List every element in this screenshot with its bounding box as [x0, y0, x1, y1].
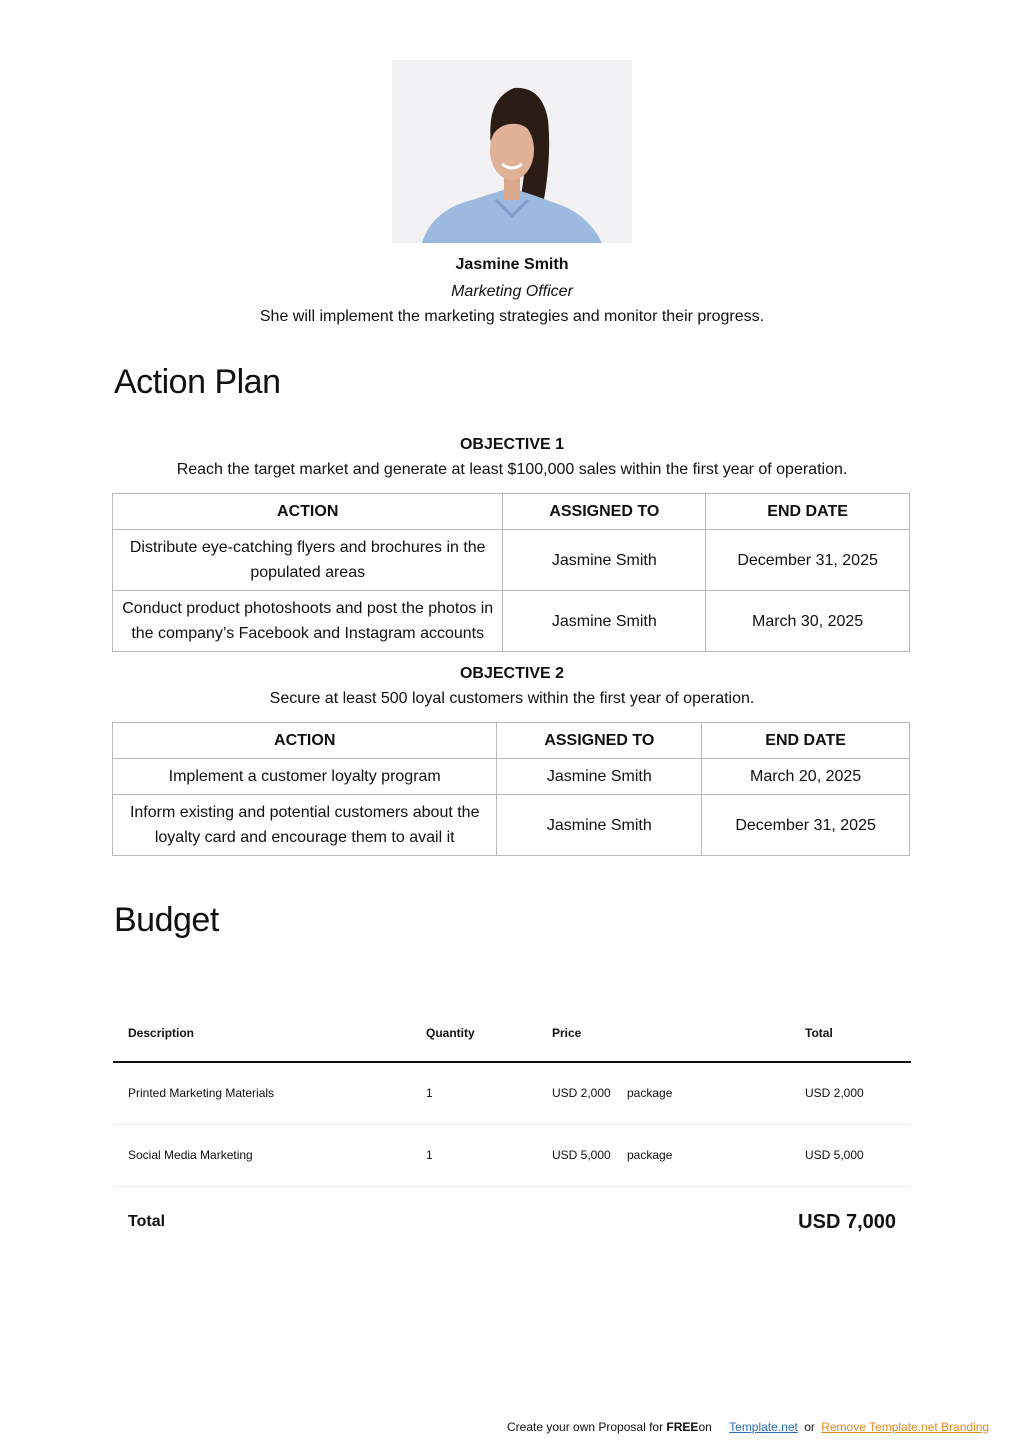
table-row: [113, 795, 910, 856]
budget-row: [113, 1125, 911, 1187]
budget-description: Printed Marketing Materials: [128, 1086, 275, 1100]
budget-column-price: Price: [552, 1026, 582, 1040]
template-net-link[interactable]: Template.net: [729, 1420, 798, 1434]
budget-description: Social Media Marketing: [128, 1148, 253, 1162]
action-plan-heading: Action Plan: [114, 363, 281, 401]
end-date-cell: December 31, 2025: [706, 530, 910, 591]
end-date-cell: December 31, 2025: [702, 795, 910, 856]
action-cell: Implement a customer loyalty program: [113, 759, 497, 795]
budget-table: [113, 1008, 911, 1187]
budget-unit: package: [627, 1148, 673, 1162]
table-row: [113, 530, 910, 591]
column-header-end-date: END DATE: [706, 494, 910, 530]
end-date-cell: March 20, 2025: [702, 759, 910, 795]
assigned-cell: Jasmine Smith: [503, 530, 706, 591]
action-cell: Inform existing and potential customers about the loyalty card and encourage them to avail it: [113, 795, 497, 856]
budget-row-total: USD 5,000: [805, 1148, 864, 1162]
profile-photo: [392, 60, 632, 243]
footer-text: Create your own Proposal for: [507, 1420, 664, 1434]
budget-row-total: USD 2,000: [805, 1086, 864, 1100]
objective-2-table: [112, 722, 910, 856]
footer-on: on: [698, 1420, 712, 1434]
objective-1-title: OBJECTIVE 1: [459, 436, 565, 453]
table-header-row: [113, 494, 910, 530]
budget-header-row: [113, 1008, 911, 1063]
column-header-assigned-to: ASSIGNED TO: [503, 494, 706, 530]
assigned-cell: Jasmine Smith: [497, 759, 702, 795]
footer-or: or: [804, 1420, 815, 1434]
objective-2-description: Secure at least 500 loyal customers within the first year of operation.: [269, 690, 755, 707]
column-header-assigned-to: ASSIGNED TO: [497, 723, 702, 759]
table-row: [113, 591, 910, 652]
profile-name: Jasmine Smith: [455, 256, 569, 273]
profile-role: Marketing Officer: [451, 283, 573, 300]
budget-total-label: Total: [128, 1213, 166, 1230]
action-cell: Conduct product photoshoots and post the photos in the company’s Facebook and Instagram accounts: [113, 591, 503, 652]
profile-block: [112, 254, 912, 329]
budget-column-description: Description: [128, 1026, 195, 1040]
remove-branding-link[interactable]: Remove Template.net Branding: [821, 1420, 990, 1434]
budget-total-value: USD 7,000: [798, 1211, 896, 1233]
branding-footer: [507, 1420, 989, 1434]
assigned-cell: Jasmine Smith: [503, 591, 706, 652]
budget-quantity: 1: [426, 1086, 433, 1100]
table-header-row: [113, 723, 910, 759]
objective-1-description: Reach the target market and generate at least $100,000 sales within the first year of operation.: [176, 461, 848, 478]
budget-heading: Budget: [114, 901, 219, 939]
table-row: [113, 759, 910, 795]
column-header-end-date: END DATE: [702, 723, 910, 759]
budget-unit: package: [627, 1086, 673, 1100]
end-date-cell: March 30, 2025: [706, 591, 910, 652]
objective-2-title: OBJECTIVE 2: [459, 665, 565, 682]
assigned-cell: Jasmine Smith: [497, 795, 702, 856]
budget-column-quantity: Quantity: [426, 1026, 475, 1040]
budget-row: [113, 1063, 911, 1125]
footer-free: FREE: [666, 1420, 699, 1434]
budget-total-row: [113, 1207, 911, 1243]
budget-quantity: 1: [426, 1148, 433, 1162]
column-header-action: ACTION: [113, 494, 503, 530]
profile-description: She will implement the marketing strategies and monitor their progress.: [259, 308, 765, 325]
budget-price: USD 2,000: [552, 1086, 611, 1100]
budget-column-total: Total: [805, 1026, 833, 1040]
column-header-action: ACTION: [113, 723, 497, 759]
action-cell: Distribute eye-catching flyers and brochures in the populated areas: [113, 530, 503, 591]
objective-1-table: [112, 493, 910, 652]
budget-price: USD 5,000: [552, 1148, 611, 1162]
